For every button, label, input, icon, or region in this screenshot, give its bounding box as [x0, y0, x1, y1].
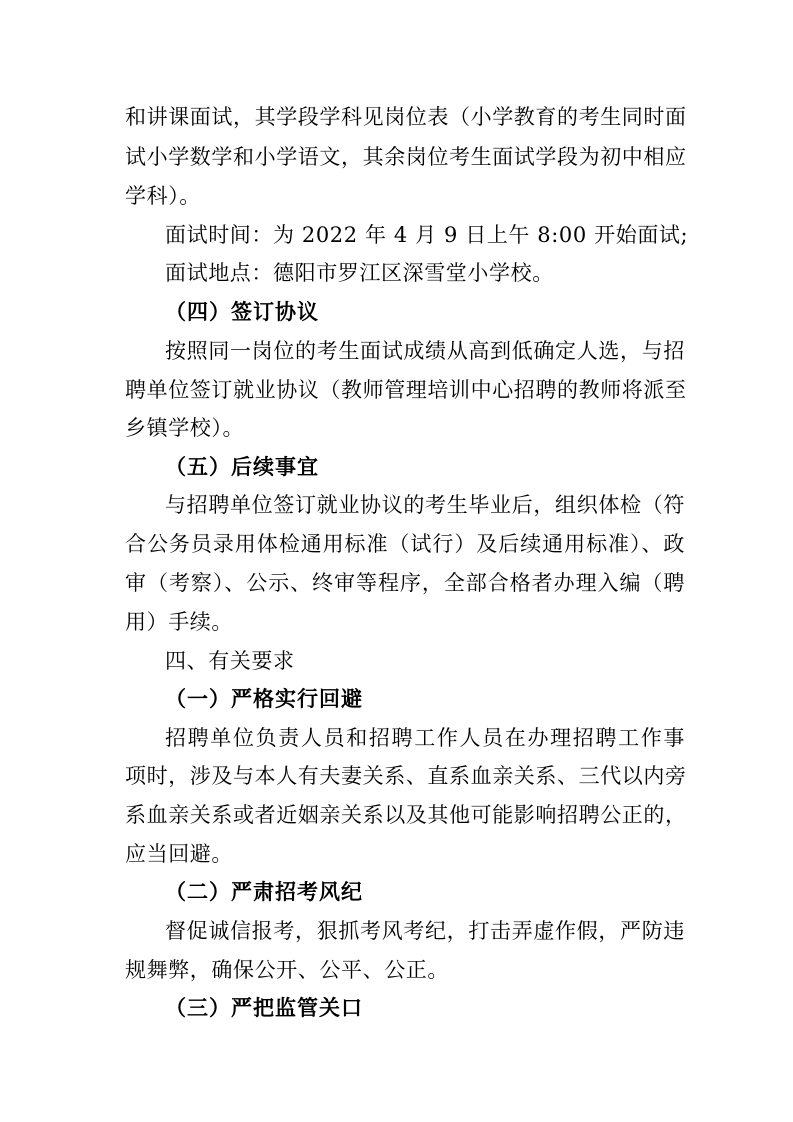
paragraph-line: 招聘单位负责人员和招聘工作人员在办理招聘工作事 — [165, 726, 685, 750]
paragraph-line: 合公务员录用体检通用标准（试行）及后续通用标准）、政 — [125, 532, 685, 556]
paragraph-line: 项时，涉及与本人有夫妻关系、直系血亲关系、三代以内旁 — [125, 764, 687, 788]
paragraph-line: 乡镇学校）。 — [125, 416, 245, 440]
paragraph-line: 与招聘单位签订就业协议的考生毕业后，组织体检（符 — [165, 493, 685, 517]
section-heading: （二）严肃招考风纪 — [165, 880, 363, 904]
paragraph-line: 聘单位签订就业协议（教师管理培训中心招聘的教师将派至 — [125, 378, 687, 402]
paragraph-line: 用）手续。 — [125, 610, 233, 634]
paragraph-line: 督促诚信报考，狠抓考风考纪，打击弄虚作假，严防违 — [165, 919, 685, 943]
paragraph-line: 审（考察）、公示、终审等程序，全部合格者办理入编（聘 — [125, 571, 685, 595]
interview-time: 面试时间：为 2022 年 4 月 9 日上午 8:00 开始面试; — [165, 223, 689, 247]
section-heading: （四）签订协议 — [165, 300, 319, 324]
section-heading: （三）严把监管关口 — [165, 996, 363, 1020]
paragraph-line: 按照同一岗位的考生面试成绩从高到低确定人选，与招 — [165, 339, 685, 363]
paragraph-line: 和讲课面试，其学段学科见岗位表（小学教育的考生同时面 — [125, 105, 687, 129]
chapter-heading: 四、有关要求 — [165, 649, 295, 673]
paragraph-line: 系血亲关系或者近姻亲关系以及其他可能影响招聘公正的， — [125, 803, 687, 827]
section-heading: （一）严格实行回避 — [165, 687, 363, 711]
paragraph-line: 学科）。 — [125, 184, 201, 208]
paragraph-line: 应当回避。 — [125, 842, 233, 866]
interview-location: 面试地点：德阳市罗江区深雪堂小学校。 — [165, 261, 554, 285]
paragraph-line: 试小学数学和小学语文，其余岗位考生面试学段为初中相应 — [125, 145, 687, 169]
paragraph-line: 规舞弊，确保公开、公平、公正。 — [125, 958, 449, 982]
section-heading: （五）后续事宜 — [165, 455, 319, 479]
